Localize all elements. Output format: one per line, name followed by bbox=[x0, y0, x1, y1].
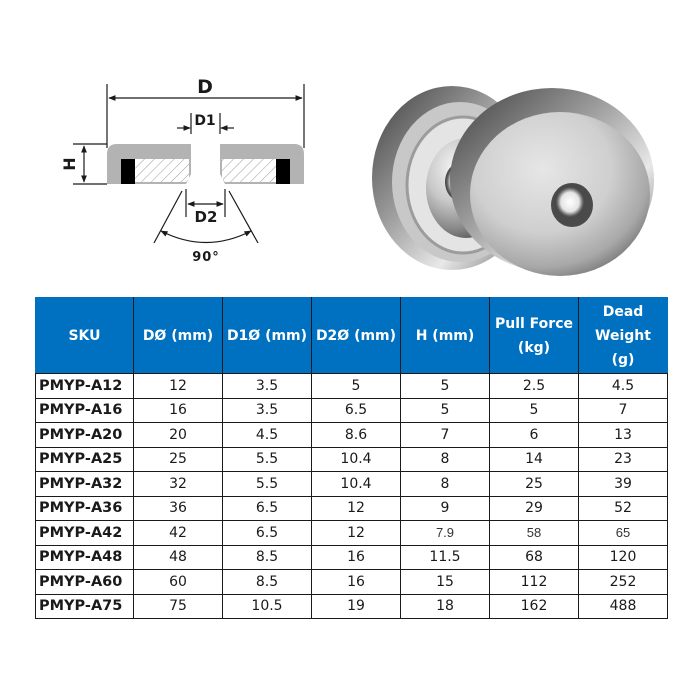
header-h bbox=[401, 298, 490, 374]
cell-pull-force: 162 bbox=[490, 594, 579, 619]
cell-d1: 8.5 bbox=[223, 545, 312, 570]
table-row bbox=[36, 374, 668, 399]
cell-d1: 10.5 bbox=[223, 594, 312, 619]
header-d1 bbox=[223, 298, 312, 374]
label-d: D bbox=[197, 76, 213, 98]
header-pull-force-line2: (kg) bbox=[517, 339, 551, 356]
rubber-ring-right bbox=[276, 159, 290, 184]
cell-d2: 12 bbox=[312, 521, 401, 546]
cell-sku: PMYP-A60 bbox=[36, 570, 134, 595]
cell-d1: 3.5 bbox=[223, 374, 312, 399]
header-dead-weight-line3: (g) bbox=[611, 351, 635, 368]
cell-d1: 5.5 bbox=[223, 472, 312, 497]
cell-pull-force: 6 bbox=[490, 423, 579, 448]
cell-h: 15 bbox=[401, 570, 490, 595]
cell-d2: 8.6 bbox=[312, 423, 401, 448]
header-pull-force bbox=[490, 298, 579, 374]
table-row bbox=[36, 570, 668, 595]
cell-dead-weight: 252 bbox=[579, 570, 668, 595]
cell-sku: PMYP-A42 bbox=[36, 521, 134, 546]
cell-d1: 6.5 bbox=[223, 521, 312, 546]
cell-d1: 6.5 bbox=[223, 496, 312, 521]
cell-dead-weight: 13 bbox=[579, 423, 668, 448]
cell-d2: 6.5 bbox=[312, 398, 401, 423]
cell-sku: PMYP-A20 bbox=[36, 423, 134, 448]
label-d2: D2 bbox=[194, 208, 218, 226]
dimension-angle bbox=[154, 191, 258, 265]
table-row bbox=[36, 472, 668, 497]
cell-pull-force: 14 bbox=[490, 447, 579, 472]
cell-d: 36 bbox=[134, 496, 223, 521]
table-row bbox=[36, 594, 668, 619]
cell-d: 32 bbox=[134, 472, 223, 497]
cell-pull-force: 2.5 bbox=[490, 374, 579, 399]
dimension-d1 bbox=[177, 113, 234, 134]
cross-section-diagram bbox=[55, 70, 325, 270]
cell-sku: PMYP-A16 bbox=[36, 398, 134, 423]
cell-sku: PMYP-A75 bbox=[36, 594, 134, 619]
table-row bbox=[36, 423, 668, 448]
cell-sku: PMYP-A12 bbox=[36, 374, 134, 399]
cell-h: 5 bbox=[401, 374, 490, 399]
header-d1-label: D1Ø (mm) bbox=[226, 327, 308, 344]
cell-dead-weight: 65 bbox=[579, 521, 668, 546]
cell-d: 42 bbox=[134, 521, 223, 546]
spec-table bbox=[35, 297, 668, 619]
cell-dead-weight: 488 bbox=[579, 594, 668, 619]
label-h: H bbox=[60, 157, 79, 171]
header-dead-weight-line1: Dead bbox=[602, 303, 644, 320]
cell-h: 9 bbox=[401, 496, 490, 521]
cell-d2: 19 bbox=[312, 594, 401, 619]
header-d bbox=[134, 298, 223, 374]
table-header-row bbox=[36, 298, 668, 374]
rubber-ring-left bbox=[121, 159, 135, 184]
cell-pull-force: 5 bbox=[490, 398, 579, 423]
cell-h: 18 bbox=[401, 594, 490, 619]
header-sku-label: SKU bbox=[68, 327, 101, 344]
cell-d2: 10.4 bbox=[312, 447, 401, 472]
cell-h: 11.5 bbox=[401, 545, 490, 570]
cell-d1: 5.5 bbox=[223, 447, 312, 472]
table-row bbox=[36, 496, 668, 521]
header-dead-weight bbox=[579, 298, 668, 374]
cell-d: 48 bbox=[134, 545, 223, 570]
cell-d1: 3.5 bbox=[223, 398, 312, 423]
cell-d2: 16 bbox=[312, 545, 401, 570]
header-sku bbox=[36, 298, 134, 374]
cell-d: 16 bbox=[134, 398, 223, 423]
magnet-photo bbox=[360, 70, 660, 280]
cell-d2: 10.4 bbox=[312, 472, 401, 497]
header-d2 bbox=[312, 298, 401, 374]
cell-dead-weight: 7 bbox=[579, 398, 668, 423]
cell-sku: PMYP-A48 bbox=[36, 545, 134, 570]
header-h-label: H (mm) bbox=[415, 327, 475, 344]
table-row bbox=[36, 521, 668, 546]
cell-pull-force: 29 bbox=[490, 496, 579, 521]
cell-d2: 5 bbox=[312, 374, 401, 399]
header-d2-label: D2Ø (mm) bbox=[315, 327, 397, 344]
cell-d1: 8.5 bbox=[223, 570, 312, 595]
table-row bbox=[36, 398, 668, 423]
cell-dead-weight: 120 bbox=[579, 545, 668, 570]
header-pull-force-line1: Pull Force bbox=[494, 315, 573, 332]
cell-dead-weight: 39 bbox=[579, 472, 668, 497]
cell-h: 8 bbox=[401, 472, 490, 497]
cell-sku: PMYP-A36 bbox=[36, 496, 134, 521]
cell-pull-force: 112 bbox=[490, 570, 579, 595]
cell-d: 75 bbox=[134, 594, 223, 619]
header-dead-weight-line2: Weight bbox=[595, 327, 651, 344]
cell-dead-weight: 23 bbox=[579, 447, 668, 472]
cell-d2: 12 bbox=[312, 496, 401, 521]
cell-dead-weight: 4.5 bbox=[579, 374, 668, 399]
cell-d2: 16 bbox=[312, 570, 401, 595]
cell-h: 8 bbox=[401, 447, 490, 472]
table-row bbox=[36, 545, 668, 570]
cell-h: 7.9 bbox=[401, 521, 490, 546]
cell-pull-force: 58 bbox=[490, 521, 579, 546]
cell-d: 60 bbox=[134, 570, 223, 595]
cell-d: 20 bbox=[134, 423, 223, 448]
cell-pull-force: 25 bbox=[490, 472, 579, 497]
cell-d1: 4.5 bbox=[223, 423, 312, 448]
dimension-d2 bbox=[186, 189, 225, 226]
cell-pull-force: 68 bbox=[490, 545, 579, 570]
dimension-h bbox=[60, 144, 107, 184]
dimension-d bbox=[107, 76, 304, 148]
cell-dead-weight: 52 bbox=[579, 496, 668, 521]
header-d-label: DØ (mm) bbox=[142, 327, 214, 344]
label-d1: D1 bbox=[194, 113, 216, 129]
cell-sku: PMYP-A32 bbox=[36, 472, 134, 497]
label-angle: 90° bbox=[192, 250, 220, 265]
table-row bbox=[36, 447, 668, 472]
cell-h: 5 bbox=[401, 398, 490, 423]
cell-d: 25 bbox=[134, 447, 223, 472]
cell-sku: PMYP-A25 bbox=[36, 447, 134, 472]
cell-h: 7 bbox=[401, 423, 490, 448]
cell-d: 12 bbox=[134, 374, 223, 399]
